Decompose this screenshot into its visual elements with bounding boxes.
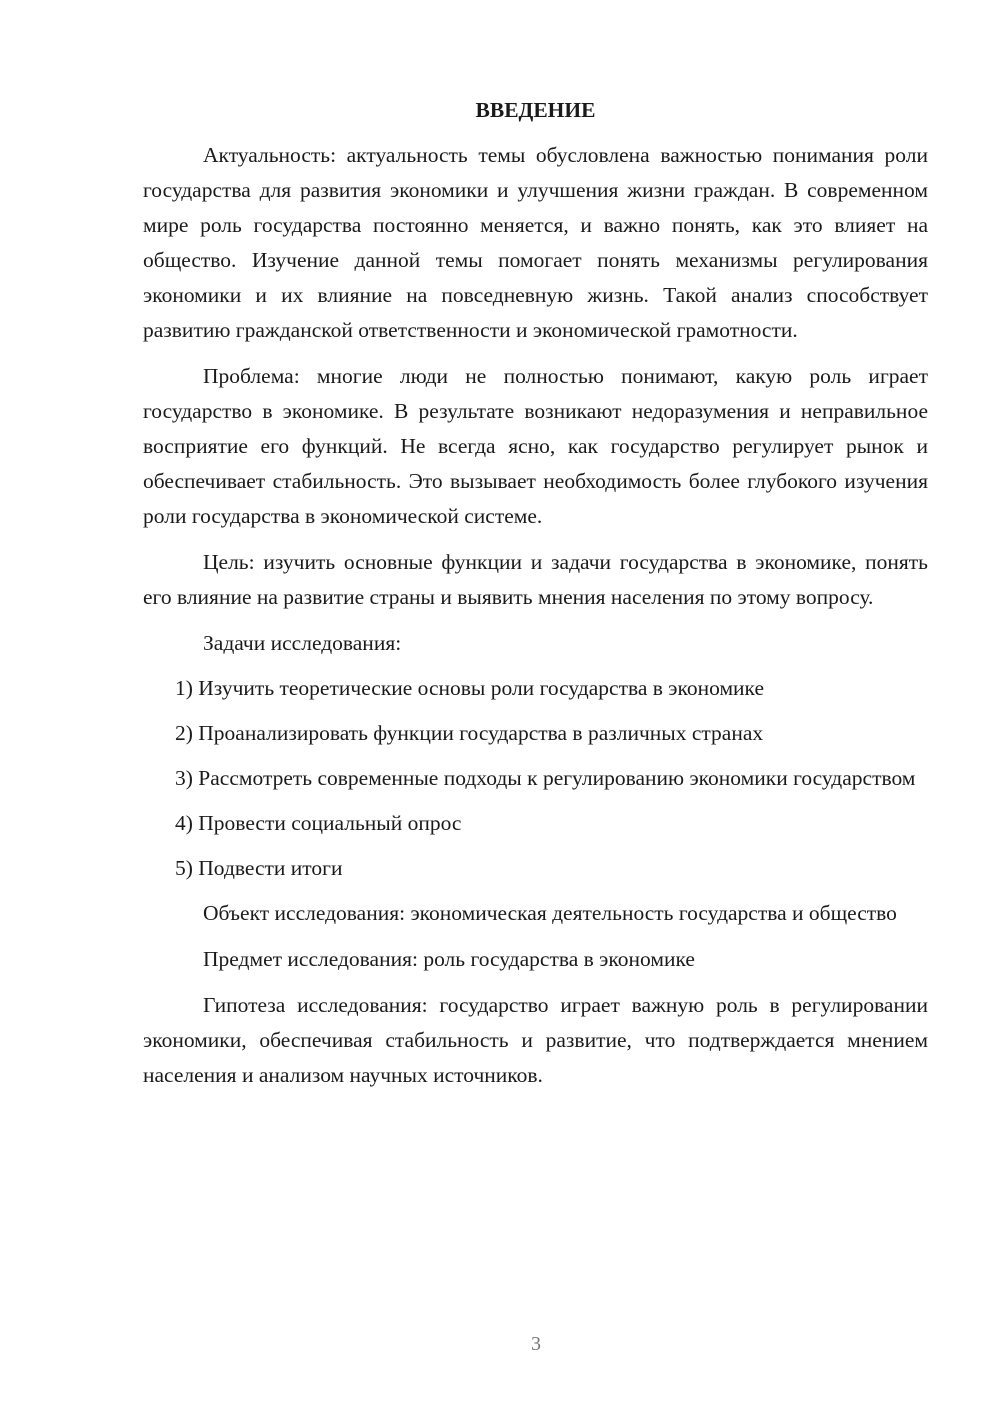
task-item-3: 3) Рассмотреть современные подходы к регулированию экономики государством (175, 766, 916, 790)
task-item-1: 1) Изучить теоретические основы роли государства в экономике (175, 676, 765, 700)
section-heading: ВВЕДЕНИЕ (475, 98, 596, 122)
relevance-paragraph: Актуальность: актуальность темы обусловлена важностью понимания роли государства для развития экономики и улучшения жизни граждан. В современном мире роль государства постоянно меняется, и важно понять, как это влияет на общество. Изучение данной темы помогает понять механизмы регулирования экономики и их влияние на повседневную жизнь. Такой анализ способствует развитию гражданской ответственности и экономической грамотности. (143, 143, 928, 342)
page-number: 3 (531, 1333, 541, 1355)
goal-paragraph: Цель: изучить основные функции и задачи государства в экономике, понять его влияние на развитие страны и выявить мнения населения по этому вопросу. (143, 550, 928, 609)
hypothesis-paragraph: Гипотеза исследования: государство играет важную роль в регулировании экономики, обеспечивая стабильность и развитие, что подтверждается мнением населения и анализом научных источников. (143, 993, 928, 1087)
object-paragraph: Объект исследования: экономическая деятельность государства и общество (203, 901, 897, 925)
document-body (143, 93, 928, 1104)
task-item-2: 2) Проанализировать функции государства в различных странах (175, 721, 764, 745)
tasks-title: Задачи исследования: (203, 631, 402, 655)
problem-paragraph: Проблема: многие люди не полностью понимают, какую роль играет государство в экономике. В результате возникают недоразумения и неправильное восприятие его функций. Не всегда ясно, как государство регулирует рынок и обеспечивает стабильность. Это вызывает необходимость более глубокого изучения роли государства в экономической системе. (143, 364, 928, 528)
subject-paragraph: Предмет исследования: роль государства в экономике (203, 947, 695, 971)
task-item-4: 4) Провести социальный опрос (175, 811, 462, 835)
task-item-5: 5) Подвести итоги (175, 856, 343, 880)
